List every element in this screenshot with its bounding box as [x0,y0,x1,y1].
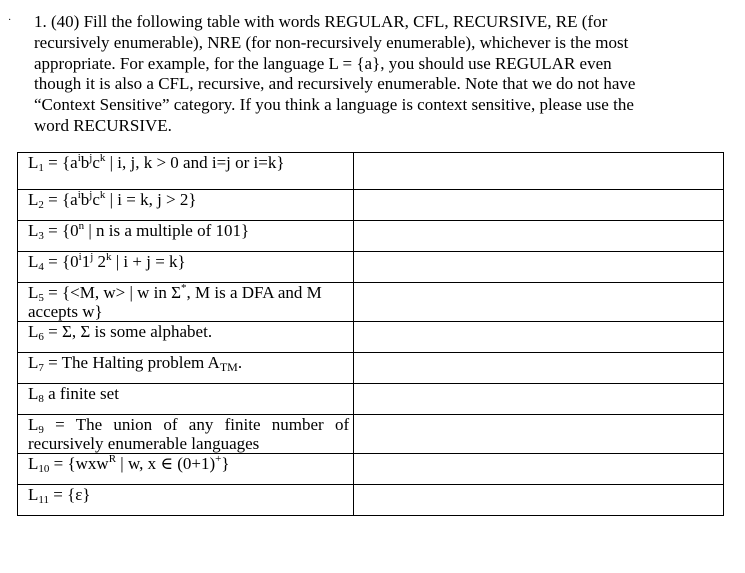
language-cell: $L_9$ = The union of any finite number of recursively enumerable languages [18,415,354,454]
language-cell: $L_3 = \{0^n$ | n is a multiple of 101} [18,221,354,252]
language-cell: $L_5 = \{<M$, w> | w in Σ*, M is a DFA and M accepts w} [18,283,354,322]
answer-cell[interactable] [354,384,724,415]
question-line: though it is also a CFL, recursive, and recursively enumerable. Note that we do not have [34,74,636,94]
answer-cell[interactable] [354,221,724,252]
answer-cell[interactable] [354,415,724,454]
question-line: recursively enumerable), NRE (for non-recursively enumerable), whichever is the most [34,32,629,52]
answer-cell[interactable] [354,283,724,322]
language-cell: $L_7$ = The Halting problem $A_{TM}$. [18,353,354,384]
answer-cell[interactable] [354,190,724,221]
table-row [18,454,724,485]
table-row [18,153,724,190]
language-cell: $L_2 = \{a^ib^jc^k$ | i = k, j > 2} [18,190,354,221]
table-row [18,283,724,322]
language-cell: $L_6 = \Sigma$, Σ is some alphabet. [18,322,354,353]
language-cell: $L_{11} = \{\varepsilon\}$ [18,485,354,516]
table-row [18,252,724,283]
stray-mark: · [8,15,12,26]
answer-cell[interactable] [354,252,724,283]
answer-table [17,152,724,516]
language-cell: $L_{10} = \{wxw^R$ | w, x ∈ (0+1)+} [18,454,354,485]
language-cell: $L_4 = \{0^i1^j$ 2$^k$ | i + j = k} [18,252,354,283]
question-text [34,12,694,137]
table-row [18,322,724,353]
table-row [18,190,724,221]
answer-cell[interactable] [354,454,724,485]
table-row [18,353,724,384]
question-line: appropriate. For example, for the language L = {a}, you should use REGULAR even [34,53,612,73]
answer-cell[interactable] [354,353,724,384]
table-row [18,415,724,454]
table-row [18,485,724,516]
question-line: “Context Sensitive” category. If you think a language is context sensitive, please use the [34,95,634,115]
table-row [18,384,724,415]
language-cell: $L_8$ a finite set [18,384,354,415]
table-row [18,221,724,252]
answer-cell[interactable] [354,322,724,353]
question-line: word RECURSIVE. [34,115,172,135]
language-cell: $L_1 = \{a^ib^jc^k$ | i, j, k > 0 and i=j or i=k} [18,153,354,190]
question-line: 1. (40) Fill the following table with words REGULAR, CFL, RECURSIVE, RE (for [34,12,608,31]
answer-cell[interactable] [354,485,724,516]
answer-cell[interactable] [354,153,724,190]
